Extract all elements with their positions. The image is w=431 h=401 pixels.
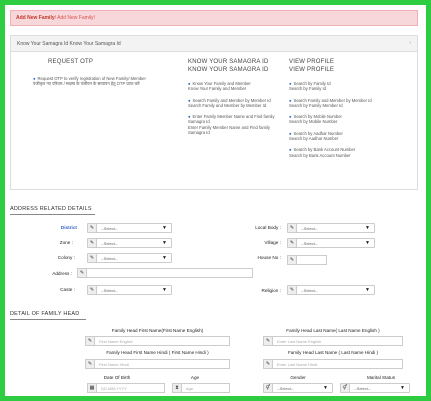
tag-icon: ✎ xyxy=(288,286,297,294)
check-circle-icon: ● xyxy=(289,147,292,153)
caret-down-icon: ▼ xyxy=(162,240,167,246)
check-circle-icon: ● xyxy=(289,130,292,136)
view-profile-column xyxy=(289,58,399,164)
district-label: District xyxy=(60,225,77,230)
search-family-id-link[interactable]: ● Search by Family Id Search by Family Id xyxy=(289,81,331,92)
last-name-hi-label: Family Head Last Name ( Last Name Hindi ) xyxy=(287,350,379,355)
tag-icon: ✎ xyxy=(88,286,97,294)
search-aadhar-link[interactable]: ● Search by Aadhar Number Search by Aadhar Number xyxy=(289,130,343,142)
address-label: Address : xyxy=(52,271,72,276)
page-frame xyxy=(5,5,426,396)
tag-icon: ✎ xyxy=(264,360,273,368)
hourglass-icon: ⧗ xyxy=(173,384,182,392)
address-section-underline xyxy=(10,214,95,215)
marital-status-label: Marital Status xyxy=(366,375,396,380)
first-name-en-input[interactable]: ✎ First Name English xyxy=(85,336,230,346)
find-samagra-id-link[interactable]: ● Enter Family Member Name and Find family Samagra Id Enter Family Member Name and Find family Samagra Id xyxy=(188,114,275,136)
check-circle-icon: ● xyxy=(33,76,36,81)
dob-label: Date Of Birth xyxy=(103,375,131,380)
district-select[interactable]: ✎ --Select-- ▼ xyxy=(87,223,172,233)
religion-select[interactable]: ✎ --Select-- ▼ xyxy=(287,285,375,295)
caste-label: Caste : xyxy=(60,287,75,292)
know-family-link[interactable]: ● Know Your Family and Member Know Your Family and Member xyxy=(188,81,251,92)
house-no-label: House No : xyxy=(257,255,281,260)
know-samagra-title-2: KNOW YOUR SAMAGRA ID xyxy=(188,67,269,73)
tag-icon: ✎ xyxy=(288,239,297,247)
know-samagra-column xyxy=(188,58,288,141)
request-otp-title: REQUEST OTP xyxy=(48,59,94,65)
village-label: Village : xyxy=(264,240,281,245)
check-circle-icon: ● xyxy=(289,114,292,120)
house-no-input[interactable] xyxy=(287,255,327,265)
alert-title: Add New Family xyxy=(16,15,55,21)
check-circle-icon: ● xyxy=(289,81,292,86)
alert-subtitle: / Add New Family! xyxy=(54,15,95,21)
alert-banner xyxy=(10,10,418,26)
last-name-hi-input[interactable]: ✎ Enter Last Name Hindi xyxy=(263,359,403,369)
gender-select[interactable]: ⚥ --Select-- ▼ xyxy=(263,383,333,393)
check-circle-icon: ● xyxy=(289,97,292,103)
tag-icon: ✎ xyxy=(78,269,87,277)
village-select[interactable]: ✎ --Select-- ▼ xyxy=(287,238,375,248)
caret-down-icon: ▼ xyxy=(365,240,370,246)
search-member-link[interactable]: ● Search Family and Member by Member Id Search Family and Member by Member Id xyxy=(188,97,271,108)
tag-icon: ✎ xyxy=(88,224,97,232)
search-bank-link[interactable]: ● Search by Bank Account Number Search by Bank Account Number xyxy=(289,147,356,158)
chevron-right-icon: › xyxy=(409,40,411,46)
colony-label: Colony : xyxy=(57,255,75,260)
tag-icon: ✎ xyxy=(86,337,95,345)
tag-icon: ✎ xyxy=(264,337,273,345)
caret-down-icon: ▼ xyxy=(323,385,328,391)
last-name-en-input[interactable]: ✎ Enter Last Name English xyxy=(263,336,403,346)
family-head-section-title: DETAIL OF FAMILY HEAD xyxy=(10,311,80,317)
know-samagra-title: KNOW YOUR SAMAGRA ID xyxy=(188,59,269,65)
zone-label: Zone : xyxy=(59,240,73,245)
first-name-hi-label: Family Head First Name Hindi ( First Name Hindi ) xyxy=(106,350,209,355)
caret-down-icon: ▼ xyxy=(162,225,167,231)
check-circle-icon: ● xyxy=(188,114,191,120)
age-label: Age xyxy=(190,375,200,380)
tag-icon: ✎ xyxy=(86,360,95,368)
gender-icon: ⚥ xyxy=(264,384,273,392)
first-name-en-label: Family Head First Name(First Name English) xyxy=(111,328,204,333)
family-head-section-underline xyxy=(10,319,86,320)
last-name-en-label: Family Head Last Name( Last Name English ) xyxy=(286,328,380,333)
gender-icon: ⚥ xyxy=(341,384,350,392)
tag-icon: ✎ xyxy=(88,254,97,262)
search-member-id-link[interactable]: ● Search Family and Member by Member Id Search by Family Member Id xyxy=(289,97,372,108)
local-body-label: Local Body : xyxy=(255,225,281,230)
search-mobile-link[interactable]: ● Search by Mobile Number Search by Mobile Number xyxy=(289,114,342,125)
colony-select[interactable]: ✎ --Select-- ▼ xyxy=(87,253,172,263)
address-input[interactable] xyxy=(77,268,253,278)
accordion-title: Know Your Samagra Id Know Your Samagra Id xyxy=(17,41,121,47)
dob-input[interactable]: ▦ DD-MM-YYYY xyxy=(87,383,165,393)
zone-select[interactable]: ✎ --Select-- ▼ xyxy=(87,238,172,248)
caret-down-icon: ▼ xyxy=(400,385,405,391)
first-name-hi-input[interactable]: ✎ First Name Hindi xyxy=(85,359,230,369)
caret-down-icon: ▼ xyxy=(365,225,370,231)
samagra-panel xyxy=(10,52,418,190)
caret-down-icon: ▼ xyxy=(162,255,167,261)
tag-icon: ✎ xyxy=(288,256,297,264)
calendar-icon: ▦ xyxy=(88,384,97,392)
local-body-select[interactable]: ✎ --Select-- ▼ xyxy=(287,223,375,233)
view-profile-title: VIEW PROFILE xyxy=(289,59,335,65)
marital-status-select[interactable]: ⚥ --Select-- ▼ xyxy=(340,383,410,393)
request-otp-link[interactable]: ● Request OTP to verify registration of New Family/ Member पंजीकृत नए परिवार / सदस्य के पंजीयन के सत्यापन हेतु OTP प्राप्त करें xyxy=(33,76,146,87)
gender-label: Gender xyxy=(290,375,306,380)
check-circle-icon: ● xyxy=(188,81,191,86)
tag-icon: ✎ xyxy=(288,224,297,232)
samagra-accordion-header[interactable] xyxy=(10,35,418,52)
age-input[interactable]: ⧗ Age xyxy=(172,383,230,393)
tag-icon: ✎ xyxy=(88,239,97,247)
check-circle-icon: ● xyxy=(188,97,191,103)
religion-label: Religion : xyxy=(261,288,281,293)
caste-select[interactable]: ✎ --Select-- ▼ xyxy=(87,285,172,295)
request-otp-column xyxy=(33,58,161,93)
address-section-title: ADDRESS RELATED DETAILS xyxy=(10,206,92,212)
view-profile-title-2: VIEW PROFILE xyxy=(289,67,335,73)
caret-down-icon: ▼ xyxy=(365,287,370,293)
caret-down-icon: ▼ xyxy=(162,287,167,293)
